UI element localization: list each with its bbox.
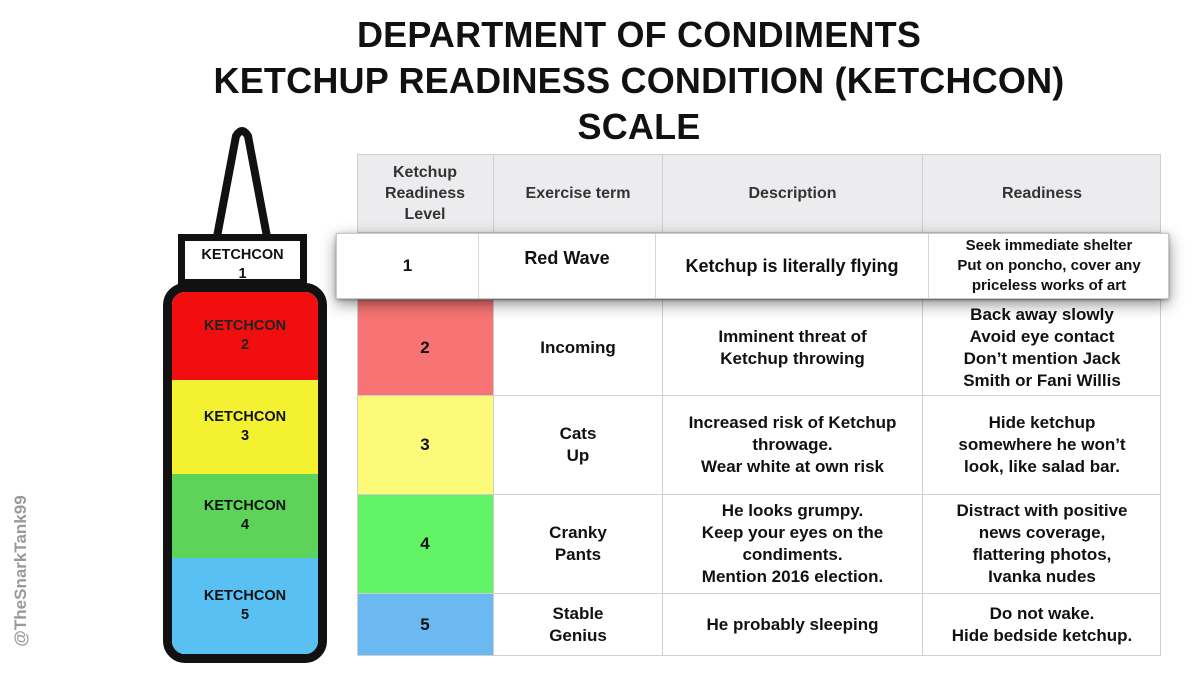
readiness-line: Ivanka nudes xyxy=(988,567,1096,586)
readiness-line: Don’t mention Jack xyxy=(963,348,1121,368)
row-1-term: Red Wave xyxy=(524,248,610,268)
table-border-right xyxy=(1160,154,1161,656)
row-2-readiness xyxy=(923,300,1161,395)
bottle-band-ketchcon-5 xyxy=(172,558,318,654)
bottle-band-ketchcon-2 xyxy=(172,292,318,380)
readiness-line: Seek immediate shelter xyxy=(965,237,1133,254)
header-level xyxy=(357,154,493,232)
bottle-band-label: KETCHCON xyxy=(203,318,287,334)
bottle-cap-label: KETCHCON xyxy=(201,247,284,263)
row-3-level: 3 xyxy=(357,396,493,494)
title-line-3: SCALE xyxy=(577,106,701,147)
desc-line: Wear white at own risk xyxy=(701,457,884,476)
row-5-readiness xyxy=(923,594,1161,656)
table-grid-line xyxy=(662,154,663,656)
row-5-level: 5 xyxy=(357,594,493,656)
bottle-band-ketchcon-3 xyxy=(172,380,318,474)
term-line: Cranky xyxy=(549,523,607,542)
header-exercise-term: Exercise term xyxy=(494,154,662,232)
row-5-description: He probably sleeping xyxy=(706,615,879,634)
table-grid-line xyxy=(357,593,1161,594)
row-1-level: 1 xyxy=(402,256,413,275)
ketchup-bottle xyxy=(163,283,327,663)
table-grid-line xyxy=(357,395,1161,396)
row-3-description xyxy=(663,396,922,494)
row-1-readiness xyxy=(929,234,1169,298)
readiness-line: Hide ketchup xyxy=(988,413,1096,432)
table-border-top xyxy=(357,154,1161,155)
desc-line: Ketchup throwing xyxy=(720,348,865,368)
desc-line: Increased risk of Ketchup xyxy=(688,413,897,432)
row-4-term xyxy=(494,495,662,593)
row-2-term: Incoming xyxy=(540,337,616,357)
bottle-band-number: 3 xyxy=(240,428,250,444)
ketchcon-table xyxy=(357,154,1161,656)
readiness-line: Do not wake. xyxy=(989,604,1095,623)
row-3-term xyxy=(494,396,662,494)
term-line: Cats xyxy=(559,424,597,443)
bottle-nozzle-icon xyxy=(206,124,278,246)
header-readiness: Readiness xyxy=(923,154,1161,232)
table-grid-line xyxy=(922,154,923,656)
readiness-line: Put on poncho, cover any xyxy=(957,257,1141,274)
readiness-line: flattering photos, xyxy=(972,545,1112,564)
readiness-line: news coverage, xyxy=(978,523,1106,542)
header-level-text: Ketchup Readiness Level xyxy=(384,163,466,223)
desc-line: Mention 2016 election. xyxy=(701,567,884,586)
bottle-band-number: 5 xyxy=(240,607,250,623)
desc-line: throwage. xyxy=(752,435,833,454)
bottle-band-number: 4 xyxy=(240,517,250,533)
row-4-description xyxy=(663,495,922,593)
table-grid-line xyxy=(357,299,1161,300)
bottle-cap-ketchcon-1 xyxy=(178,234,307,286)
bottle-band-number: 2 xyxy=(240,337,250,353)
readiness-line: priceless works of art xyxy=(971,277,1127,294)
bottle-cap-number: 1 xyxy=(238,266,247,282)
bottle-band-ketchcon-4 xyxy=(172,474,318,558)
desc-line: He looks grumpy. xyxy=(721,501,864,520)
desc-line: Imminent threat of xyxy=(718,326,867,346)
title-line-1: DEPARTMENT OF CONDIMENTS xyxy=(356,14,922,55)
table-border-left xyxy=(357,154,358,656)
bottle-band-label: KETCHCON xyxy=(203,498,287,514)
bottle-band-label: KETCHCON xyxy=(203,409,287,425)
table-grid-line xyxy=(357,494,1161,495)
readiness-line: somewhere he won’t xyxy=(958,435,1126,454)
header-description: Description xyxy=(663,154,922,232)
title-line-2: KETCHUP READINESS CONDITION (KETCHCON) xyxy=(213,60,1065,101)
desc-line: Keep your eyes on the xyxy=(701,523,884,542)
readiness-line: Avoid eye contact xyxy=(969,326,1115,346)
row-1-raised xyxy=(336,233,1169,299)
table-border-bottom xyxy=(357,655,1161,656)
readiness-line: Smith or Fani Willis xyxy=(963,370,1121,390)
term-line: Up xyxy=(566,446,590,465)
term-line: Stable xyxy=(552,604,604,623)
watermark-credit: @TheSnarkTank99 xyxy=(11,495,30,647)
row-5-term xyxy=(494,594,662,656)
row-2-level: 2 xyxy=(357,300,493,395)
term-line: Pants xyxy=(554,545,602,564)
readiness-line: Back away slowly xyxy=(970,304,1114,324)
readiness-line: look, like salad bar. xyxy=(964,457,1120,476)
row-4-level: 4 xyxy=(357,495,493,593)
readiness-line: Hide bedside ketchup. xyxy=(951,626,1133,645)
bottle-band-label: KETCHCON xyxy=(203,588,287,604)
readiness-line: Distract with positive xyxy=(956,501,1128,520)
page-title xyxy=(0,12,1200,150)
row-1-description: Ketchup is literally flying xyxy=(685,255,899,276)
table-grid-line xyxy=(493,154,494,656)
row-2-description xyxy=(663,300,922,395)
term-line: Genius xyxy=(549,626,607,645)
desc-line: condiments. xyxy=(742,545,843,564)
row-4-readiness xyxy=(923,495,1161,593)
row-3-readiness xyxy=(923,396,1161,494)
